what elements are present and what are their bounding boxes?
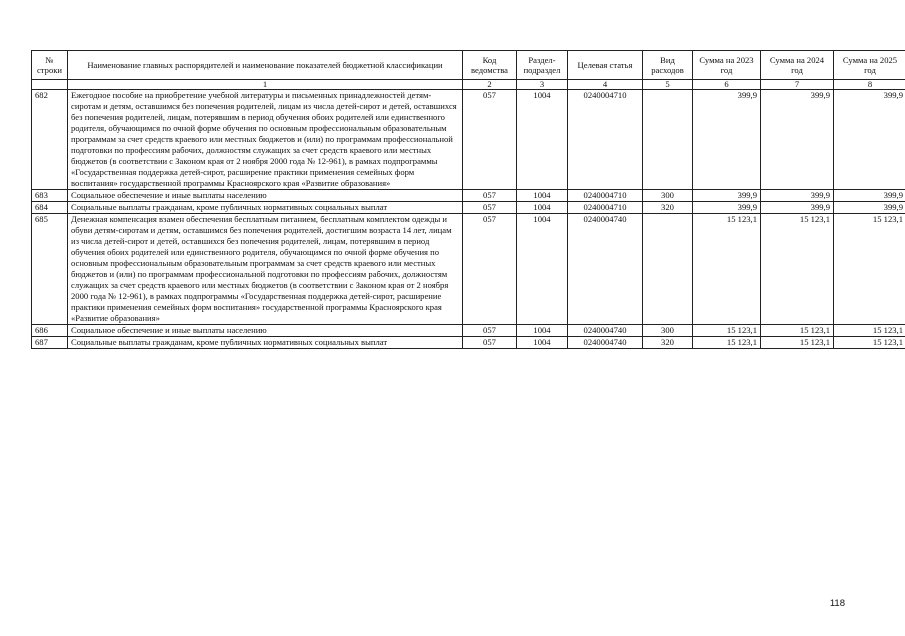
row-target-article: 0240004740 — [568, 337, 643, 349]
row-expense-type: 320 — [643, 202, 693, 214]
row-sum-2025: 15 123,1 — [834, 214, 905, 325]
column-header-sum-2025: Сумма на 2025 год — [834, 51, 905, 80]
row-number: 684 — [32, 202, 68, 214]
column-header-expense-type: Вид расходов — [643, 51, 693, 80]
row-expense-type: 300 — [643, 325, 693, 337]
column-number: 1 — [68, 80, 463, 90]
row-sum-2024: 15 123,1 — [761, 325, 834, 337]
row-target-article: 0240004740 — [568, 325, 643, 337]
column-number: 7 — [761, 80, 834, 90]
row-sum-2023: 15 123,1 — [693, 337, 761, 349]
row-sum-2025: 399,9 — [834, 190, 905, 202]
page-number: 118 — [829, 598, 845, 609]
row-sum-2025: 15 123,1 — [834, 325, 905, 337]
row-sum-2023: 15 123,1 — [693, 325, 761, 337]
row-section: 1004 — [517, 90, 568, 190]
row-name: Ежегодное пособие на приобретение учебной литературы и письменных принадлежностей детям-сиротам и детям, оставшимся без попечения родителей, лицам из числа детей-сирот и детей, оставшихся без попечения родителей, лицам, потерявшим в период обучения обоих родителей или единственного родителя, обучающимся по очной форме обучения по основным профессиональным образовательным программам за счет средств краевого или местных бюджетов и (или) по программам профессиональной подготовки по профессиям рабочих, должностям служащих за счет средств краевого или местных бюджетов (в соответствии с Законом края от 2 ноября 2000 года № 12-961), в рамках подпрограммы «Государственная поддержка детей-сирот, расширение практики применения семейных форм воспитания» государственной программы Красноярского края «Развитие образования» — [68, 90, 463, 190]
row-sum-2025: 15 123,1 — [834, 337, 905, 349]
row-sum-2024: 15 123,1 — [761, 337, 834, 349]
column-header-department-code: Код ведомства — [463, 51, 517, 80]
row-name: Социальное обеспечение и иные выплаты населению — [68, 190, 463, 202]
row-sum-2024: 399,9 — [761, 190, 834, 202]
column-number — [32, 80, 68, 90]
table-row — [32, 214, 905, 325]
row-number: 683 — [32, 190, 68, 202]
column-number: 4 — [568, 80, 643, 90]
row-expense-type — [643, 214, 693, 325]
column-number: 6 — [693, 80, 761, 90]
row-number: 682 — [32, 90, 68, 190]
row-expense-type: 300 — [643, 190, 693, 202]
row-section: 1004 — [517, 325, 568, 337]
row-name: Социальные выплаты гражданам, кроме публичных нормативных социальных выплат — [68, 337, 463, 349]
row-number: 686 — [32, 325, 68, 337]
row-sum-2025: 399,9 — [834, 90, 905, 190]
row-number: 687 — [32, 337, 68, 349]
table-row — [32, 337, 905, 349]
row-sum-2025: 399,9 — [834, 202, 905, 214]
table-row — [32, 190, 905, 202]
column-header-target-article: Целевая статья — [568, 51, 643, 80]
row-sum-2023: 399,9 — [693, 202, 761, 214]
row-department-code: 057 — [463, 325, 517, 337]
column-header-row-number: № строки — [32, 51, 68, 80]
row-sum-2023: 15 123,1 — [693, 214, 761, 325]
row-department-code: 057 — [463, 337, 517, 349]
row-section: 1004 — [517, 337, 568, 349]
row-department-code: 057 — [463, 90, 517, 190]
table-row — [32, 90, 905, 190]
table-row — [32, 325, 905, 337]
column-header-sum-2023: Сумма на 2023 год — [693, 51, 761, 80]
row-target-article: 0240004710 — [568, 90, 643, 190]
column-header-section: Раздел-подраздел — [517, 51, 568, 80]
row-sum-2024: 399,9 — [761, 202, 834, 214]
column-number-row — [32, 80, 905, 90]
column-number: 2 — [463, 80, 517, 90]
row-sum-2023: 399,9 — [693, 90, 761, 190]
row-section: 1004 — [517, 190, 568, 202]
row-target-article: 0240004740 — [568, 214, 643, 325]
row-section: 1004 — [517, 202, 568, 214]
row-target-article: 0240004710 — [568, 190, 643, 202]
column-header-sum-2024: Сумма на 2024 год — [761, 51, 834, 80]
column-number: 5 — [643, 80, 693, 90]
row-department-code: 057 — [463, 202, 517, 214]
row-name: Социальное обеспечение и иные выплаты населению — [68, 325, 463, 337]
row-sum-2023: 399,9 — [693, 190, 761, 202]
table-header-row — [32, 51, 905, 80]
column-number: 3 — [517, 80, 568, 90]
row-expense-type — [643, 90, 693, 190]
row-sum-2024: 15 123,1 — [761, 214, 834, 325]
row-sum-2024: 399,9 — [761, 90, 834, 190]
table-row — [32, 202, 905, 214]
row-number: 685 — [32, 214, 68, 325]
row-name: Социальные выплаты гражданам, кроме публичных нормативных социальных выплат — [68, 202, 463, 214]
column-number: 8 — [834, 80, 905, 90]
row-expense-type: 320 — [643, 337, 693, 349]
row-section: 1004 — [517, 214, 568, 325]
budget-table — [31, 50, 905, 349]
row-department-code: 057 — [463, 190, 517, 202]
row-target-article: 0240004710 — [568, 202, 643, 214]
row-name: Денежная компенсация взамен обеспечения бесплатным питанием, бесплатным комплектом одежды и обуви детям-сиротам и детям, оставшимся без попечения родителей, достигшим возраста 14 лет, лицам из числа детей-сирот и детей, оставшихся без попечения родителей, лицам, потерявшим в период обучения обоих родителей или единственного родителя, обучающимся по очной форме обучения по основным профессиональным образовательным программам за счет средств краевого или местных бюджетов и (или) по программам профессиональной подготовки по профессиям рабочих, должностям служащих за счет средств краевого или местных бюджетов (в соответствии с Законом края от 2 ноября 2000 года № 12-961), в рамках подпрограммы «Государственная поддержка детей-сирот, расширение практики применения семейных форм воспитания» государственной программы Красноярского края «Развитие образования» — [68, 214, 463, 325]
row-department-code: 057 — [463, 214, 517, 325]
column-header-name: Наименование главных распорядителей и наименование показателей бюджетной классификации — [68, 51, 463, 80]
